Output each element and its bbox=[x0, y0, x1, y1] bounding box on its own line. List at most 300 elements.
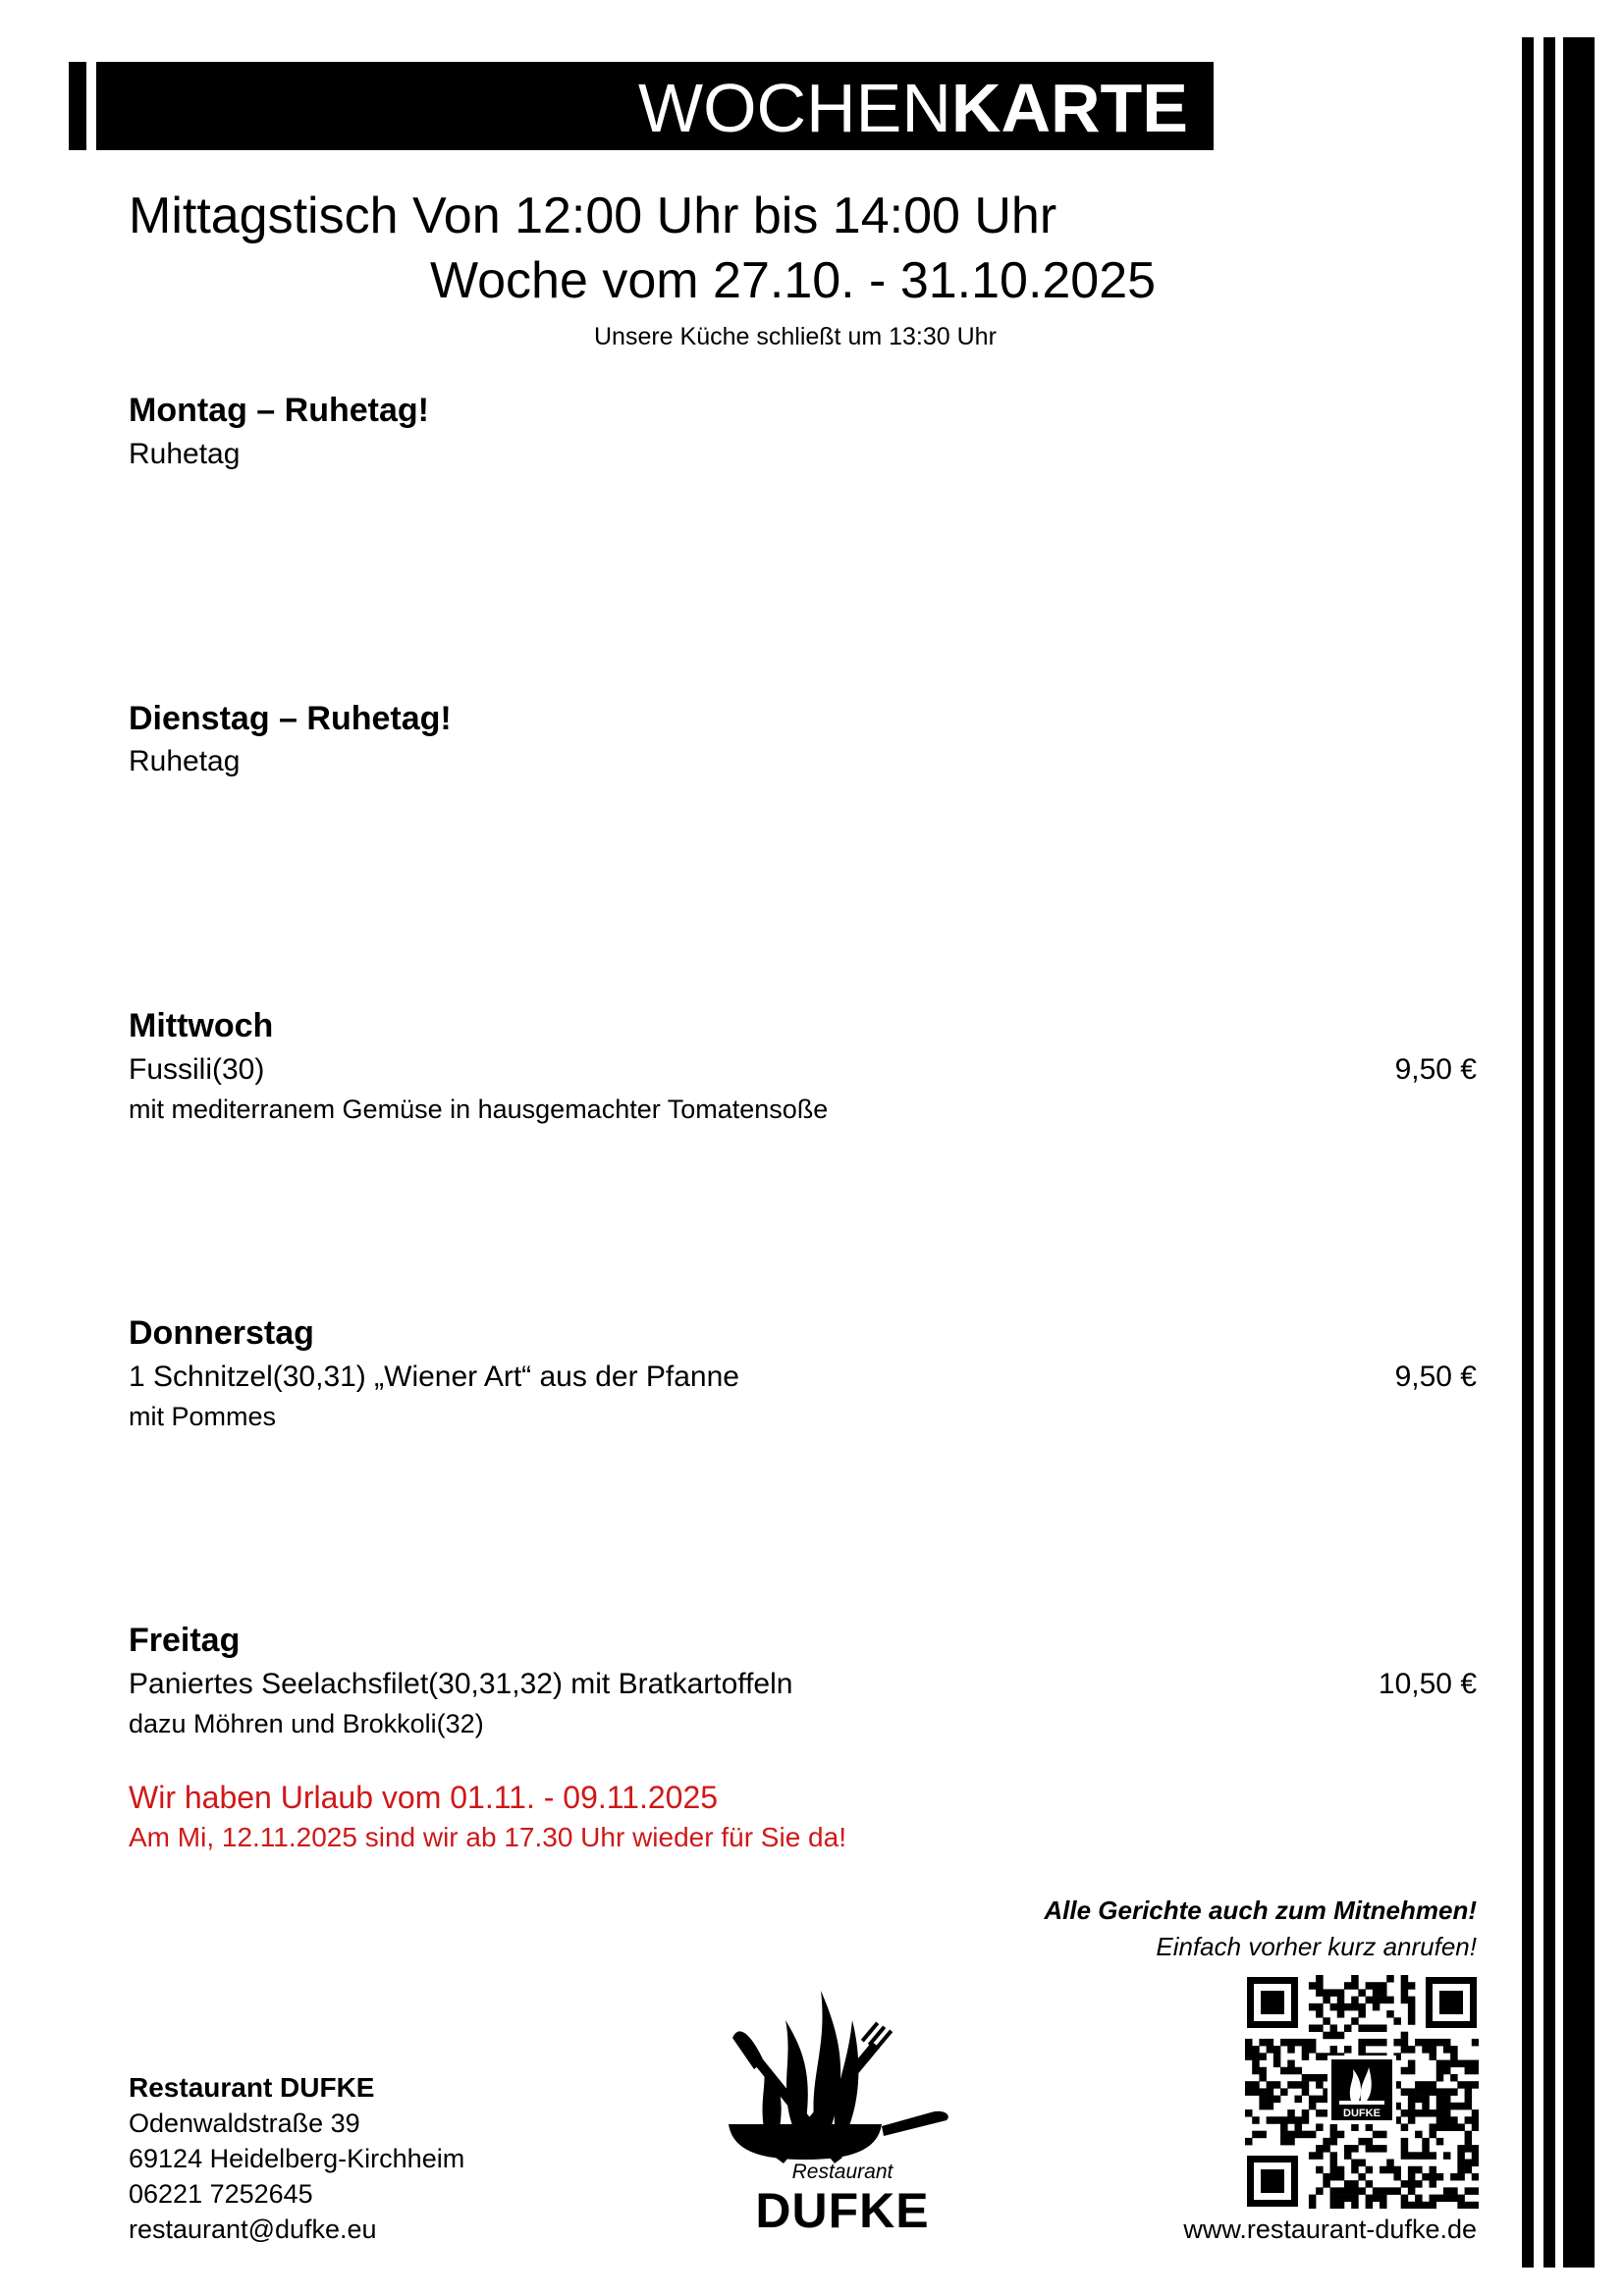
decorative-stripe bbox=[1543, 37, 1555, 2268]
title-light: WOCHEN bbox=[638, 70, 951, 146]
qr-module bbox=[1330, 2166, 1338, 2174]
qr-module bbox=[1259, 2053, 1267, 2060]
day-title-monday: Montag – Ruhetag! bbox=[129, 392, 429, 429]
qr-module bbox=[1316, 2010, 1324, 2018]
qr-module bbox=[1294, 2116, 1302, 2124]
qr-module bbox=[1245, 2053, 1253, 2060]
qr-module bbox=[1457, 2145, 1465, 2153]
qr-module bbox=[1401, 2145, 1409, 2153]
qr-module bbox=[1408, 2067, 1416, 2075]
qr-module bbox=[1401, 2123, 1409, 2131]
qr-module bbox=[1366, 2202, 1374, 2209]
qr-module bbox=[1309, 2152, 1317, 2160]
qr-module bbox=[1380, 2166, 1387, 2174]
qr-module bbox=[1465, 2131, 1473, 2139]
qr-module bbox=[1465, 2160, 1473, 2167]
qr-module bbox=[1252, 2131, 1260, 2139]
qr-module bbox=[1422, 2081, 1430, 2089]
qr-module bbox=[1408, 2046, 1416, 2054]
qr-module bbox=[1252, 2060, 1260, 2068]
qr-module bbox=[1309, 1982, 1317, 1990]
qr-module bbox=[1457, 2060, 1465, 2068]
qr-module bbox=[1465, 2096, 1473, 2104]
qr-module bbox=[1259, 2088, 1267, 2096]
qr-module bbox=[1337, 1989, 1345, 1997]
qr-module bbox=[1380, 2024, 1387, 2032]
qr-module bbox=[1366, 1982, 1374, 1990]
qr-module bbox=[1302, 2109, 1310, 2117]
qr-module bbox=[1465, 2138, 1473, 2146]
qr-module bbox=[1401, 2032, 1409, 2040]
restaurant-logo bbox=[725, 1981, 960, 2238]
qr-module bbox=[1323, 2017, 1330, 2025]
qr-module bbox=[1465, 2088, 1473, 2096]
qr-module bbox=[1472, 2081, 1479, 2089]
qr-module bbox=[1422, 2202, 1430, 2209]
qr-module bbox=[1401, 2039, 1409, 2047]
qr-module bbox=[1344, 2180, 1352, 2188]
qr-module bbox=[1443, 2088, 1451, 2096]
qr-module bbox=[1358, 2160, 1366, 2167]
qr-module bbox=[1294, 2123, 1302, 2131]
qr-module bbox=[1302, 2053, 1310, 2060]
qr-module bbox=[1457, 2202, 1465, 2209]
qr-module bbox=[1330, 2195, 1338, 2203]
qr-module bbox=[1408, 2103, 1416, 2110]
qr-module bbox=[1316, 2166, 1324, 2174]
qr-module bbox=[1408, 2096, 1416, 2104]
qr-module bbox=[1330, 2032, 1338, 2040]
qr-module bbox=[1294, 2039, 1302, 2047]
qr-module bbox=[1408, 2173, 1416, 2181]
qr-module bbox=[1386, 1997, 1394, 2004]
qr-module bbox=[1344, 2187, 1352, 2195]
qr-module bbox=[1415, 2096, 1423, 2104]
qr-module bbox=[1415, 2202, 1423, 2209]
qr-module bbox=[1351, 2180, 1359, 2188]
qr-module bbox=[1259, 2096, 1267, 2104]
qr-module bbox=[1472, 2160, 1479, 2167]
qr-code-icon[interactable] bbox=[1245, 1975, 1479, 2209]
qr-module bbox=[1415, 2109, 1423, 2117]
qr-module bbox=[1252, 2067, 1260, 2075]
qr-module bbox=[1344, 2024, 1352, 2032]
qr-module bbox=[1309, 2195, 1317, 2203]
qr-module bbox=[1408, 2116, 1416, 2124]
qr-module bbox=[1259, 2131, 1267, 2139]
qr-module bbox=[1472, 2123, 1479, 2131]
qr-module bbox=[1450, 2103, 1458, 2110]
qr-module bbox=[1273, 2081, 1281, 2089]
qr-module bbox=[1401, 1982, 1409, 1990]
qr-module bbox=[1386, 1975, 1394, 1983]
qr-module bbox=[1386, 2187, 1394, 2195]
qr-module bbox=[1316, 1982, 1324, 1990]
qr-module bbox=[1302, 2046, 1310, 2054]
qr-module bbox=[1351, 2195, 1359, 2203]
qr-module bbox=[1245, 2109, 1253, 2117]
qr-module bbox=[1273, 2053, 1281, 2060]
qr-module bbox=[1380, 2131, 1387, 2139]
qr-module bbox=[1351, 1975, 1359, 1983]
qr-module bbox=[1386, 2160, 1394, 2167]
qr-module bbox=[1401, 1989, 1409, 1997]
qr-module bbox=[1436, 2103, 1444, 2110]
dish-thursday: 1 Schnitzel(30,31) „Wiener Art“ aus der Pfanne bbox=[129, 1361, 739, 1393]
qr-module bbox=[1316, 2003, 1324, 2011]
qr-module bbox=[1415, 2131, 1423, 2139]
qr-module bbox=[1316, 2081, 1324, 2089]
qr-module bbox=[1245, 2081, 1253, 2089]
qr-module bbox=[1430, 2039, 1437, 2047]
decorative-stripe bbox=[1522, 37, 1534, 2268]
qr-module bbox=[1457, 2160, 1465, 2167]
qr-code-graphic bbox=[1245, 1975, 1479, 2209]
qr-module bbox=[1422, 2173, 1430, 2181]
qr-module bbox=[1366, 2145, 1374, 2153]
qr-module bbox=[1358, 2003, 1366, 2011]
qr-module bbox=[1457, 2152, 1465, 2160]
return-notice: Am Mi, 12.11.2025 sind wir ab 17.30 Uhr wieder für Sie da! bbox=[129, 1822, 846, 1852]
qr-module bbox=[1294, 2081, 1302, 2089]
qr-module bbox=[1302, 2039, 1310, 2047]
qr-module bbox=[1457, 2081, 1465, 2089]
qr-module bbox=[1302, 2088, 1310, 2096]
qr-module bbox=[1450, 2173, 1458, 2181]
qr-module bbox=[1287, 2046, 1295, 2054]
day-title-friday: Freitag bbox=[129, 1622, 241, 1659]
qr-module bbox=[1337, 1997, 1345, 2004]
dish-sub-wednesday: mit mediterranem Gemüse in hausgemachter Tomatensoße bbox=[129, 1095, 829, 1124]
qr-module bbox=[1472, 2202, 1479, 2209]
qr-module bbox=[1373, 1997, 1380, 2004]
qr-module bbox=[1351, 2187, 1359, 2195]
qr-module bbox=[1330, 2131, 1338, 2139]
qr-module bbox=[1415, 2039, 1423, 2047]
qr-module bbox=[1273, 2116, 1281, 2124]
qr-module bbox=[1358, 2024, 1366, 2032]
qr-module bbox=[1436, 2109, 1444, 2117]
takeaway-headline: Alle Gerichte auch zum Mitnehmen! bbox=[1044, 1896, 1477, 1925]
qr-module bbox=[1430, 2173, 1437, 2181]
qr-module bbox=[1430, 2081, 1437, 2089]
qr-module bbox=[1287, 2116, 1295, 2124]
lunch-hours: Mittagstisch Von 12:00 Uhr bis 14:00 Uhr bbox=[129, 187, 1057, 244]
qr-module bbox=[1280, 2116, 1288, 2124]
qr-module bbox=[1380, 1997, 1387, 2004]
qr-module bbox=[1330, 2003, 1338, 2011]
qr-module bbox=[1401, 1997, 1409, 2004]
qr-module bbox=[1401, 2202, 1409, 2209]
qr-module bbox=[1309, 2074, 1317, 2082]
qr-module bbox=[1422, 2096, 1430, 2104]
qr-module bbox=[1316, 2109, 1324, 2117]
qr-module bbox=[1450, 2187, 1458, 2195]
qr-module bbox=[1323, 1997, 1330, 2004]
qr-module bbox=[1316, 2096, 1324, 2104]
qr-module bbox=[1408, 2060, 1416, 2068]
title-bar bbox=[69, 62, 1214, 150]
qr-module bbox=[1472, 2173, 1479, 2181]
qr-module bbox=[1422, 2152, 1430, 2160]
qr-module bbox=[1267, 2096, 1274, 2104]
qr-module bbox=[1422, 2103, 1430, 2110]
qr-module bbox=[1465, 2116, 1473, 2124]
qr-module bbox=[1450, 2053, 1458, 2060]
qr-module bbox=[1316, 1975, 1324, 1983]
dish-sub-friday: dazu Möhren und Brokkoli(32) bbox=[129, 1709, 484, 1738]
qr-module bbox=[1408, 2003, 1416, 2011]
qr-module bbox=[1351, 2003, 1359, 2011]
qr-module bbox=[1465, 2145, 1473, 2153]
day-title-thursday: Donnerstag bbox=[129, 1314, 314, 1352]
qr-module bbox=[1245, 2046, 1253, 2054]
decorative-stripe bbox=[1563, 37, 1595, 2268]
qr-module bbox=[1323, 2173, 1330, 2181]
dish-monday: Ruhetag bbox=[129, 438, 241, 470]
qr-module bbox=[1436, 2067, 1444, 2075]
qr-module bbox=[1316, 2145, 1324, 2153]
qr-module bbox=[1408, 2010, 1416, 2018]
qr-module bbox=[1415, 2166, 1423, 2174]
qr-module bbox=[1415, 2081, 1423, 2089]
qr-module bbox=[1422, 2145, 1430, 2153]
qr-module bbox=[1408, 2202, 1416, 2209]
qr-module bbox=[1337, 2003, 1345, 2011]
qr-module bbox=[1337, 2202, 1345, 2209]
qr-module bbox=[1436, 2039, 1444, 2047]
qr-module bbox=[1351, 2160, 1359, 2167]
qr-module bbox=[1373, 2024, 1380, 2032]
qr-module bbox=[1358, 2039, 1366, 2047]
qr-module bbox=[1366, 2180, 1374, 2188]
qr-module bbox=[1316, 2123, 1324, 2131]
kitchen-note: Unsere Küche schließt um 13:30 Uhr bbox=[594, 323, 997, 350]
qr-module bbox=[1287, 2138, 1295, 2146]
qr-module bbox=[1252, 2053, 1260, 2060]
qr-module bbox=[1287, 2060, 1295, 2068]
qr-module bbox=[1472, 2187, 1479, 2195]
qr-module bbox=[1316, 2152, 1324, 2160]
qr-module bbox=[1337, 2032, 1345, 2040]
qr-module bbox=[1273, 2060, 1281, 2068]
qr-module bbox=[1422, 2039, 1430, 2047]
qr-module bbox=[1465, 2081, 1473, 2089]
qr-module bbox=[1316, 2074, 1324, 2082]
qr-module bbox=[1330, 1989, 1338, 1997]
qr-module bbox=[1302, 2074, 1310, 2082]
qr-module bbox=[1373, 2145, 1380, 2153]
qr-module bbox=[1450, 2060, 1458, 2068]
qr-module bbox=[1259, 2103, 1267, 2110]
qr-module bbox=[1280, 2131, 1288, 2139]
week-range: Woche vom 27.10. - 31.10.2025 bbox=[430, 252, 1157, 309]
qr-module bbox=[1252, 2088, 1260, 2096]
qr-module bbox=[1373, 2039, 1380, 2047]
day-title-wednesday: Mittwoch bbox=[129, 1007, 274, 1044]
qr-module bbox=[1259, 2067, 1267, 2075]
qr-module bbox=[1450, 2123, 1458, 2131]
qr-module bbox=[1430, 2088, 1437, 2096]
dish-wednesday: Fussili(30) bbox=[129, 1053, 265, 1086]
qr-module bbox=[1401, 2109, 1409, 2117]
qr-module bbox=[1415, 2195, 1423, 2203]
qr-module bbox=[1472, 2152, 1479, 2160]
qr-module bbox=[1267, 2039, 1274, 2047]
qr-module bbox=[1366, 2166, 1374, 2174]
qr-module bbox=[1316, 2053, 1324, 2060]
qr-module bbox=[1408, 2109, 1416, 2117]
qr-module bbox=[1337, 2166, 1345, 2174]
qr-module bbox=[1380, 1989, 1387, 1997]
qr-module bbox=[1366, 2039, 1374, 2047]
qr-module bbox=[1408, 2017, 1416, 2025]
qr-module bbox=[1273, 2096, 1281, 2104]
qr-module bbox=[1457, 2103, 1465, 2110]
logo-name: DUFKE bbox=[755, 2183, 930, 2238]
qr-module bbox=[1430, 2180, 1437, 2188]
qr-module bbox=[1366, 2138, 1374, 2146]
qr-module bbox=[1393, 2166, 1401, 2174]
qr-module bbox=[1401, 2046, 1409, 2054]
qr-module bbox=[1259, 2039, 1267, 2047]
price-thursday: 9,50 € bbox=[1394, 1361, 1477, 1393]
qr-module bbox=[1430, 2166, 1437, 2174]
takeaway-note: Einfach vorher kurz anrufen! bbox=[1156, 1932, 1477, 1961]
qr-module bbox=[1302, 2131, 1310, 2139]
qr-module bbox=[1443, 2046, 1451, 2054]
qr-module bbox=[1393, 2017, 1401, 2025]
qr-module bbox=[1401, 2067, 1409, 2075]
qr-module bbox=[1267, 2081, 1274, 2089]
qr-module bbox=[1401, 2152, 1409, 2160]
qr-module bbox=[1408, 2088, 1416, 2096]
qr-module bbox=[1443, 2109, 1451, 2117]
qr-module bbox=[1465, 2103, 1473, 2110]
qr-module bbox=[1366, 2123, 1374, 2131]
dish-sub-thursday: mit Pommes bbox=[129, 1402, 277, 1431]
qr-module bbox=[1472, 2039, 1479, 2047]
qr-module bbox=[1267, 2116, 1274, 2124]
qr-module bbox=[1252, 2116, 1260, 2124]
qr-module bbox=[1323, 2145, 1330, 2153]
qr-module bbox=[1245, 2088, 1253, 2096]
qr-module bbox=[1380, 2195, 1387, 2203]
qr-module bbox=[1366, 2024, 1374, 2032]
qr-module bbox=[1330, 2024, 1338, 2032]
qr-module bbox=[1280, 2123, 1288, 2131]
qr-module bbox=[1252, 2081, 1260, 2089]
qr-module bbox=[1457, 2195, 1465, 2203]
qr-module bbox=[1351, 2017, 1359, 2025]
qr-module bbox=[1443, 2103, 1451, 2110]
qr-module bbox=[1330, 2138, 1338, 2146]
qr-module bbox=[1309, 2046, 1317, 2054]
qr-module bbox=[1280, 2039, 1288, 2047]
qr-module bbox=[1323, 2138, 1330, 2146]
qr-module bbox=[1373, 1989, 1380, 1997]
qr-module bbox=[1380, 2202, 1387, 2209]
qr-module bbox=[1280, 2138, 1288, 2146]
qr-module bbox=[1323, 1989, 1330, 1997]
qr-module bbox=[1443, 2152, 1451, 2160]
qr-module bbox=[1422, 2138, 1430, 2146]
qr-module bbox=[1430, 2202, 1437, 2209]
flame-pan-cutlery-icon bbox=[725, 1981, 960, 2167]
qr-module bbox=[1443, 2187, 1451, 2195]
qr-module bbox=[1316, 2024, 1324, 2032]
price-wednesday: 9,50 € bbox=[1394, 1053, 1477, 1086]
qr-module bbox=[1408, 2187, 1416, 2195]
qr-module bbox=[1366, 1997, 1374, 2004]
day-title-tuesday: Dienstag – Ruhetag! bbox=[129, 700, 452, 737]
qr-module bbox=[1330, 2202, 1338, 2209]
qr-module bbox=[1422, 2109, 1430, 2117]
qr-module bbox=[1287, 2039, 1295, 2047]
qr-module bbox=[1386, 2010, 1394, 2018]
qr-module bbox=[1430, 2195, 1437, 2203]
qr-module bbox=[1401, 2195, 1409, 2203]
qr-module bbox=[1450, 2046, 1458, 2054]
qr-module bbox=[1337, 2173, 1345, 2181]
address-city: 69124 Heidelberg-Kirchheim bbox=[129, 2144, 465, 2173]
qr-module bbox=[1287, 2131, 1295, 2139]
qr-module bbox=[1358, 2046, 1366, 2054]
qr-module bbox=[1259, 2074, 1267, 2082]
qr-module bbox=[1472, 2067, 1479, 2075]
qr-module bbox=[1358, 2173, 1366, 2181]
qr-module bbox=[1358, 2138, 1366, 2146]
qr-module bbox=[1443, 2039, 1451, 2047]
qr-caption: DUFKE bbox=[1343, 2108, 1380, 2119]
qr-module bbox=[1443, 2060, 1451, 2068]
page-title bbox=[638, 69, 1188, 147]
qr-module bbox=[1408, 1982, 1416, 1990]
qr-module bbox=[1373, 1982, 1380, 1990]
qr-module bbox=[1245, 2138, 1253, 2146]
qr-module bbox=[1422, 2046, 1430, 2054]
logo-restaurant-label: Restaurant bbox=[791, 2161, 893, 2183]
price-friday: 10,50 € bbox=[1378, 1668, 1477, 1700]
qr-module bbox=[1330, 2046, 1338, 2054]
qr-module bbox=[1422, 2088, 1430, 2096]
qr-module bbox=[1351, 2145, 1359, 2153]
address-email[interactable]: restaurant@dufke.eu bbox=[129, 2215, 377, 2244]
website-link[interactable]: www.restaurant-dufke.de bbox=[1183, 2215, 1477, 2244]
qr-module bbox=[1358, 1989, 1366, 1997]
qr-module bbox=[1472, 2116, 1479, 2124]
qr-module bbox=[1443, 2195, 1451, 2203]
qr-module bbox=[1267, 2046, 1274, 2054]
qr-module bbox=[1344, 2046, 1352, 2054]
qr-module bbox=[1358, 2187, 1366, 2195]
qr-module bbox=[1337, 2010, 1345, 2018]
qr-module bbox=[1401, 2088, 1409, 2096]
qr-module bbox=[1443, 2067, 1451, 2075]
qr-module bbox=[1436, 2060, 1444, 2068]
qr-module bbox=[1457, 2123, 1465, 2131]
qr-module bbox=[1309, 2202, 1317, 2209]
qr-module bbox=[1330, 2160, 1338, 2167]
qr-module bbox=[1401, 1975, 1409, 1983]
qr-module bbox=[1436, 2173, 1444, 2181]
qr-module bbox=[1408, 2166, 1416, 2174]
qr-module bbox=[1344, 2152, 1352, 2160]
qr-module bbox=[1401, 2180, 1409, 2188]
qr-module bbox=[1436, 2074, 1444, 2082]
qr-module bbox=[1465, 2067, 1473, 2075]
qr-module bbox=[1337, 2187, 1345, 2195]
